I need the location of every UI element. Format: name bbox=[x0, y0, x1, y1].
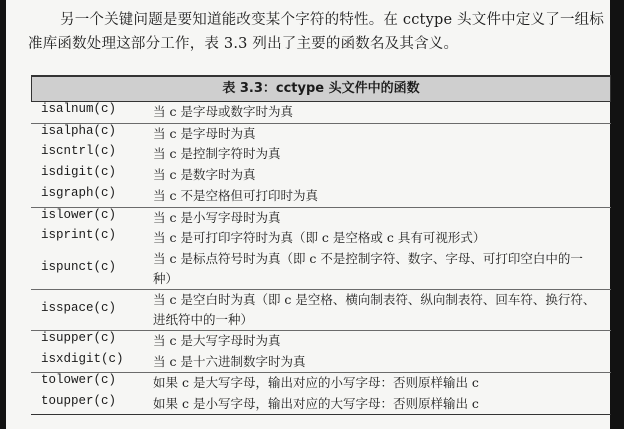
table-row bbox=[31, 102, 611, 123]
function-name: isspace(c) bbox=[31, 290, 153, 331]
function-description: 当 c 是数字时为真 bbox=[153, 167, 256, 182]
function-name: isgraph(c) bbox=[41, 186, 117, 200]
table-row bbox=[31, 228, 611, 249]
table-title: 表 3.3：cctype 头文件中的函数 bbox=[31, 75, 611, 102]
function-description: 当 c 是大写字母时为真 bbox=[153, 331, 611, 352]
table-row bbox=[31, 249, 611, 290]
function-name: isalnum(c) bbox=[41, 102, 117, 116]
document-page bbox=[6, 0, 610, 429]
table-row bbox=[31, 290, 611, 331]
table-row bbox=[31, 123, 611, 144]
table-row bbox=[31, 207, 611, 228]
function-description: 当 c 是字母时为真 bbox=[153, 123, 611, 144]
function-description: 如果 c 是小写字母，输出对应的大写字母：否则原样输出 c bbox=[153, 394, 611, 415]
intro-paragraph bbox=[28, 8, 608, 56]
table-row bbox=[31, 165, 611, 186]
cctype-functions-table bbox=[31, 75, 611, 415]
function-description: 当 c 是空白时为真（即 c 是空格、横向制表符、纵向制表符、回车符、换行符、进纸符中的一种） bbox=[153, 290, 611, 331]
function-description: 如果 c 是大写字母，输出对应的小写字母：否则原样输出 c bbox=[153, 373, 611, 394]
function-description: 当 c 不是空格但可打印时为真 bbox=[153, 188, 318, 203]
table-row bbox=[31, 373, 611, 394]
function-description: 当 c 是可打印字符时为真（即 c 是空格或 c 具有可视形式） bbox=[153, 230, 486, 245]
table-row bbox=[31, 144, 611, 165]
function-description: 当 c 是标点符号时为真（即 c 不是控制字符、数字、字母、可打印空白中的一种） bbox=[153, 251, 583, 286]
function-name: toupper(c) bbox=[31, 394, 153, 415]
function-name: iscntrl(c) bbox=[41, 144, 117, 158]
table-row bbox=[31, 352, 611, 373]
function-description: 当 c 是十六进制数字时为真 bbox=[153, 353, 306, 369]
function-name: isprint(c) bbox=[41, 228, 117, 242]
function-name: isxdigit(c) bbox=[41, 351, 124, 366]
function-name: islower(c) bbox=[31, 207, 153, 228]
function-name: ispunct(c) bbox=[41, 260, 117, 274]
table-row bbox=[31, 331, 611, 352]
table-row bbox=[31, 186, 611, 207]
function-description: 当 c 是字母或数字时为真 bbox=[153, 104, 293, 119]
table-row bbox=[31, 394, 611, 415]
function-name: isupper(c) bbox=[31, 331, 153, 352]
table-body bbox=[31, 102, 611, 415]
intro-text: 另一个关键问题是要知道能改变某个字符的特性。在 cctype 头文件中定义了一组标准库函数处理这部分工作，表 3.3 列出了主要的函数名及其含义。 bbox=[28, 12, 605, 52]
function-description: 当 c 是小写字母时为真 bbox=[153, 207, 611, 228]
function-name: isalpha(c) bbox=[31, 123, 153, 144]
function-name: isdigit(c) bbox=[41, 165, 117, 179]
function-description: 当 c 是控制字符时为真 bbox=[153, 146, 281, 161]
function-name: tolower(c) bbox=[31, 373, 153, 394]
